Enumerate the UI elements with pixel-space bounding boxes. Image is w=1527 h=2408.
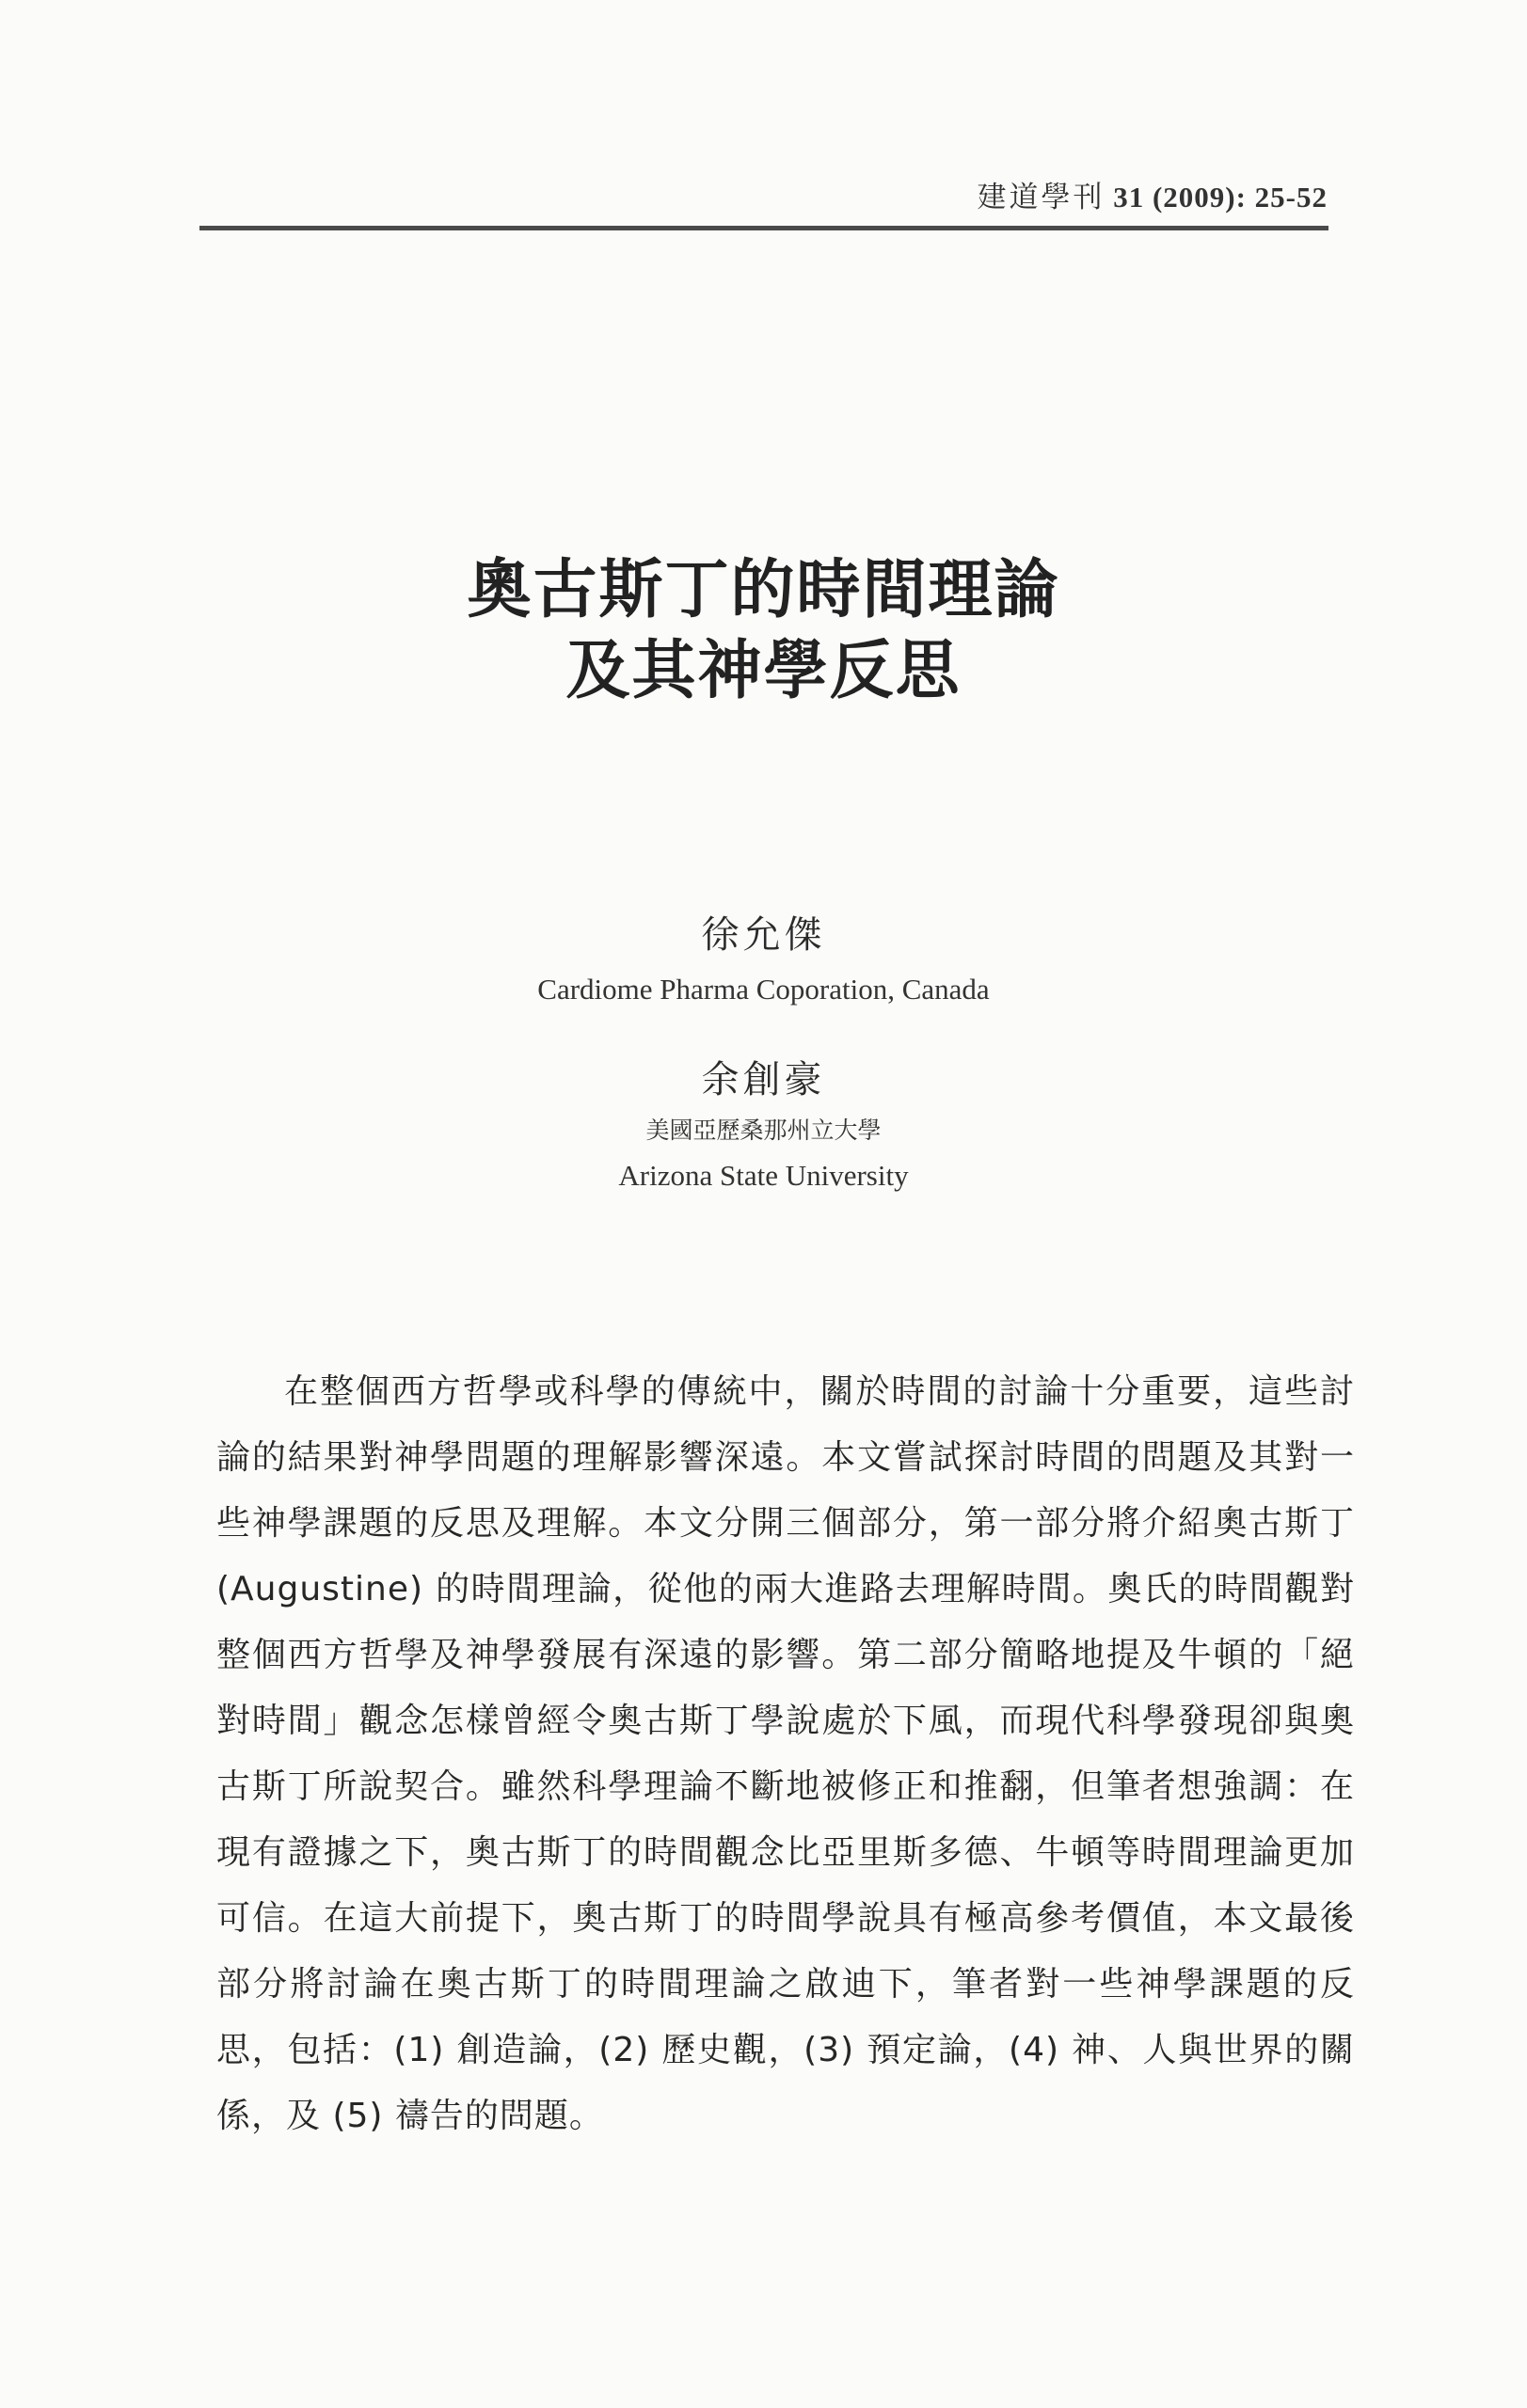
author-name-1: 徐允傑 bbox=[701, 913, 826, 957]
author-affiliation-2-cn: 美國亞歷桑那州立大學 bbox=[645, 1117, 882, 1144]
title-line-2: 及其神學反思 bbox=[565, 634, 962, 708]
journal-name: 建道學刊 bbox=[977, 181, 1105, 214]
author-affiliation-2-en: Arizona State University bbox=[618, 1159, 909, 1192]
running-head bbox=[977, 173, 1328, 215]
author-name-2: 余創豪 bbox=[701, 1058, 826, 1101]
author-block bbox=[0, 905, 1527, 1200]
article-title bbox=[0, 550, 1527, 712]
abstract-paragraph: 在整個西方哲學或科學的傳統中，關於時間的討論十分重要，這些討論的結果對神學問題的理解影響深遠。本文嘗試探討時間的問題及其對一些神學課題的反思及理解。本文分開三個部分，第一部分將介紹奧古斯丁 (Augustine) 的時間理論，從他的兩大進路去理解時間。奧氏的時間觀對整個西方哲學及神學發展有深遠的影響。第二部分簡略地提及牛頓的「絕對時間」觀念怎樣曾經令奧古斯丁學說處於下風，而現代科學發現卻與奧古斯丁所說契合。雖然科學理論不斷地被修正和推翻，但筆者想強調：在現有證據之下，奧古斯丁的時間觀念比亞里斯多德、牛頓等時間理論更加可信。在這大前提下，奧古斯丁的時間學說具有極高參考價值，本文最後部分將討論在奧古斯丁的時間理論之啟迪下，筆者對一些神學課題的反思，包括：(1) 創造論，(2) 歷史觀，(3) 預定論，(4) 神、人與世界的關係，及 (5) 禱告的問題。 bbox=[216, 1372, 1355, 2135]
title-line-1: 奧古斯丁的時間理論 bbox=[467, 553, 1060, 627]
header-rule bbox=[199, 226, 1328, 230]
journal-citation: 31 (2009): 25-52 bbox=[1113, 181, 1328, 214]
author-affiliation-1: Cardiome Pharma Coporation, Canada bbox=[537, 973, 990, 1006]
